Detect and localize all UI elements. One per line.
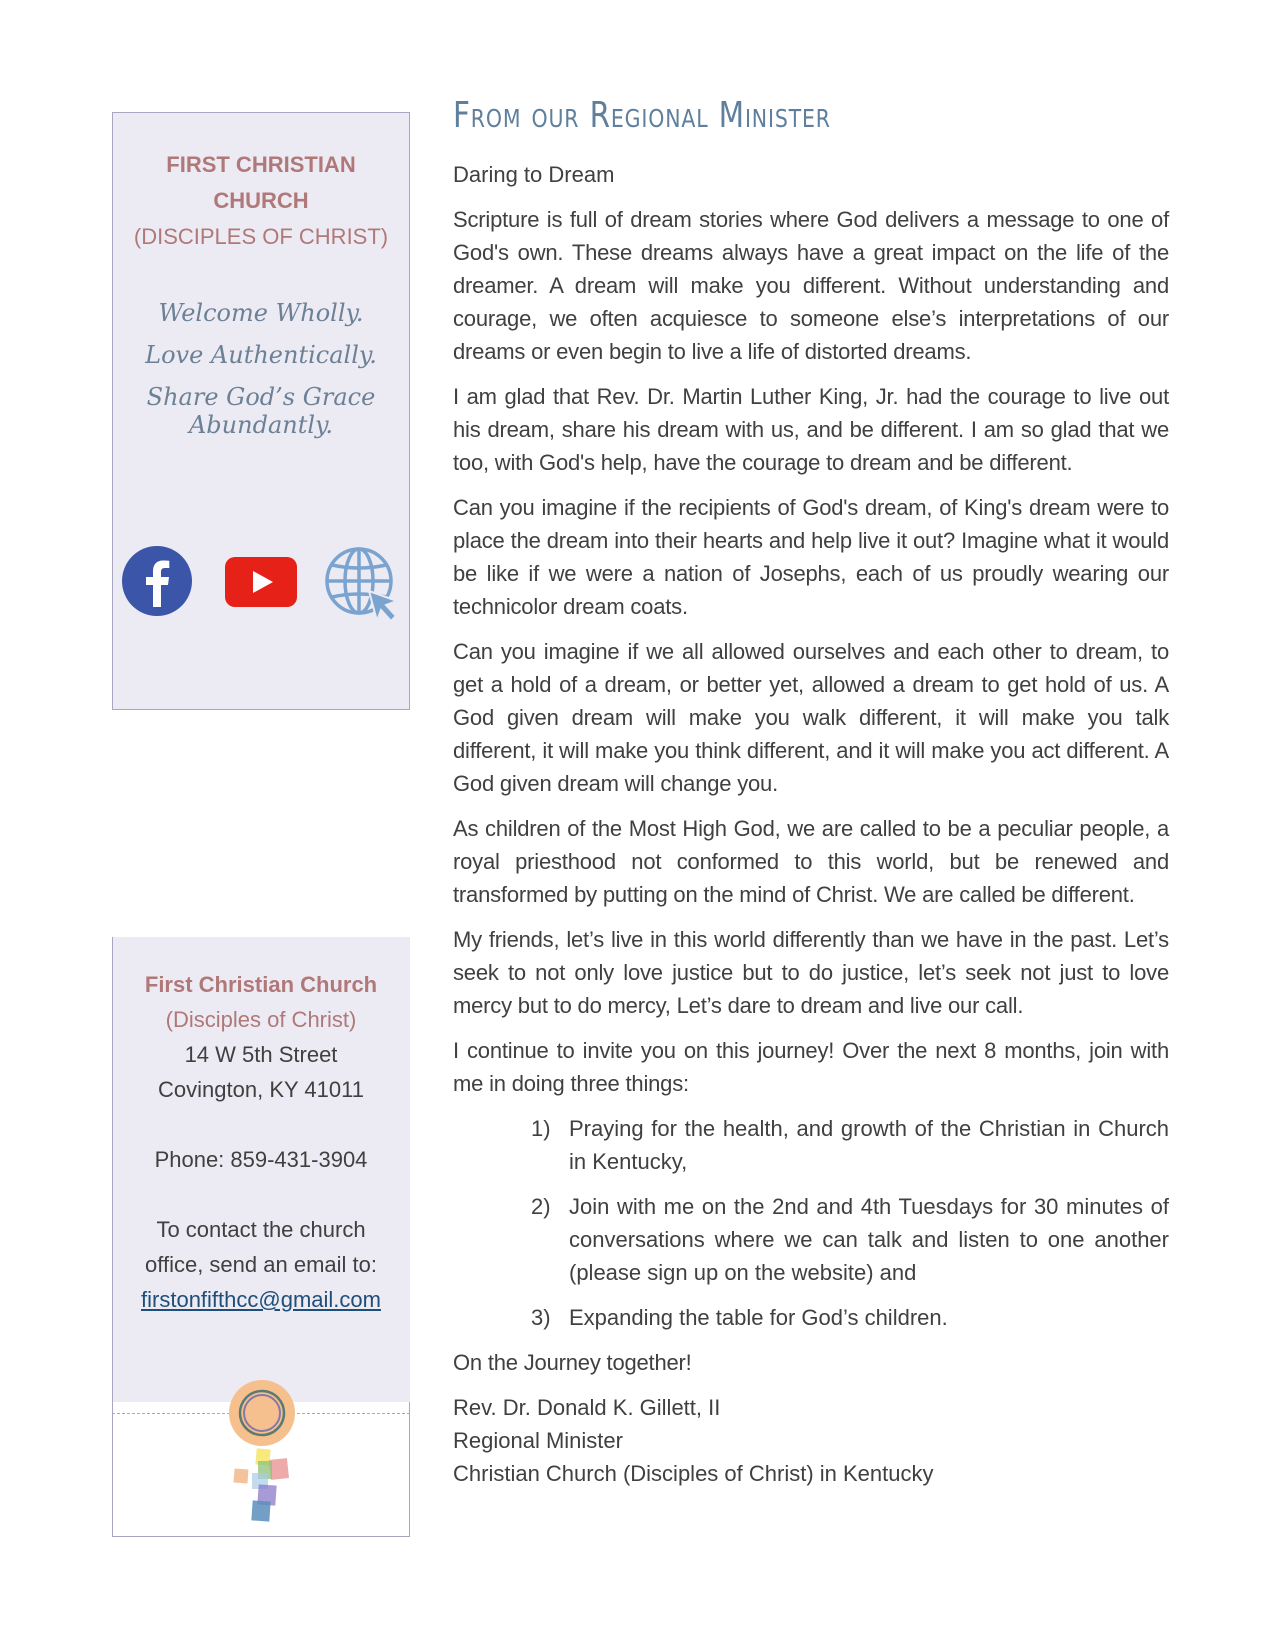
step-text: Join with me on the 2nd and 4th Tuesdays for 30 minutes of conversations where we can talk and listen to one another (please sign up on the website) and [569, 1194, 1169, 1285]
youtube-link[interactable] [223, 545, 295, 617]
contact-denomination: (Disciples of Christ) [165, 1007, 357, 1032]
article-paragraph: I am glad that Rev. Dr. Martin Luther King, Jr. had the courage to live out his dream, share his dream with us, and be different. I am so glad that we too, with God's help, have the courage to dream and be different. [453, 384, 1169, 475]
step-number: 3) [531, 1305, 551, 1330]
article-paragraph: Scripture is full of dream stories where God delivers a message to one of God's own. These dreams always have a great impact on the life of the dreamer. A dream will make you different. Without understanding and courage, we often acquiesce to someone else’s interpretations of our dreams or even begin to live a life of distorted dreams. [453, 207, 1169, 364]
article-heading: From our Regional Minister [453, 95, 831, 136]
signature-name: Rev. Dr. Donald K. Gillett, II [453, 1395, 721, 1420]
mosaic-cross-icon [230, 1447, 300, 1527]
email-intro-line2: office, send an email to: [145, 1252, 377, 1277]
contact-details [112, 967, 410, 1317]
signature-title: Regional Minister [453, 1428, 623, 1453]
church-name-line1: FIRST CHRISTIAN [166, 152, 356, 177]
chalice-emblem-icon [228, 1379, 296, 1447]
article-subtitle: Daring to Dream [453, 162, 615, 187]
globe-cursor-icon [323, 545, 403, 625]
article-paragraph: Can you imagine if we all allowed ourselves and each other to dream, to get a hold of a dream, or better yet, allowed a dream to get hold of us. A God given dream will make you walk different, it will make you talk different, it will make you think different, and it will make you act different. A God given dream will change you. [453, 639, 1169, 796]
church-name-block [113, 147, 409, 255]
contact-church-name: First Christian Church [144, 972, 378, 997]
action-step [531, 1301, 1169, 1334]
action-step [531, 1190, 1169, 1289]
contact-card [112, 937, 410, 1537]
article-paragraph: I continue to invite you on this journey! Over the next 8 months, join with me in doing three things: [453, 1038, 1169, 1096]
action-step [531, 1112, 1169, 1178]
article-paragraph: My friends, let’s live in this world differently than we have in the past. Let’s seek to not only love justice but to do justice, let’s seek not just to love mercy but to do mercy, Let’s dare to dream and live our call. [453, 927, 1169, 1018]
motto-line: Share God’s Grace Abundantly. [146, 383, 376, 439]
step-number: 2) [531, 1194, 551, 1219]
motto-line: Love Authentically. [145, 341, 377, 369]
article-paragraph: Can you imagine if the recipients of God's dream, of King's dream were to place the dream into their hearts and help live it out? Imagine what it would be like if we were a nation of Josephs, each of us proudly wearing our technicolor dream coats. [453, 495, 1169, 619]
website-link[interactable] [323, 545, 395, 617]
closing-line: On the Journey together! [453, 1350, 692, 1375]
church-motto [113, 299, 409, 439]
church-name-line2: CHURCH [213, 188, 309, 213]
social-links [113, 545, 409, 617]
signature-block [453, 1391, 1169, 1490]
motto-line: Welcome Wholly. [158, 299, 364, 327]
article [453, 92, 1169, 1490]
church-denomination: (DISCIPLES OF CHRIST) [133, 224, 389, 249]
step-text: Praying for the health, and growth of the Christian in Church in Kentucky, [569, 1116, 1169, 1174]
church-info-card [112, 112, 410, 710]
facebook-icon [121, 545, 193, 617]
youtube-icon [223, 545, 299, 617]
email-link[interactable]: firstonfifthcc@gmail.com [141, 1287, 381, 1312]
facebook-link[interactable] [121, 545, 193, 617]
contact-city: Covington, KY 41011 [158, 1077, 364, 1102]
step-number: 1) [531, 1116, 551, 1141]
article-paragraph: As children of the Most High God, we are called to be a peculiar people, a royal priesthood not conformed to this world, but be renewed and transformed by putting on the mind of Christ. We are called be different. [453, 816, 1169, 907]
contact-phone: Phone: 859-431-3904 [154, 1147, 368, 1172]
action-steps-list [453, 1112, 1169, 1334]
step-text: Expanding the table for God’s children. [569, 1305, 948, 1330]
signature-organization: Christian Church (Disciples of Christ) in Kentucky [453, 1461, 934, 1486]
email-intro-line1: To contact the church [156, 1217, 366, 1242]
contact-street: 14 W 5th Street [184, 1042, 338, 1067]
